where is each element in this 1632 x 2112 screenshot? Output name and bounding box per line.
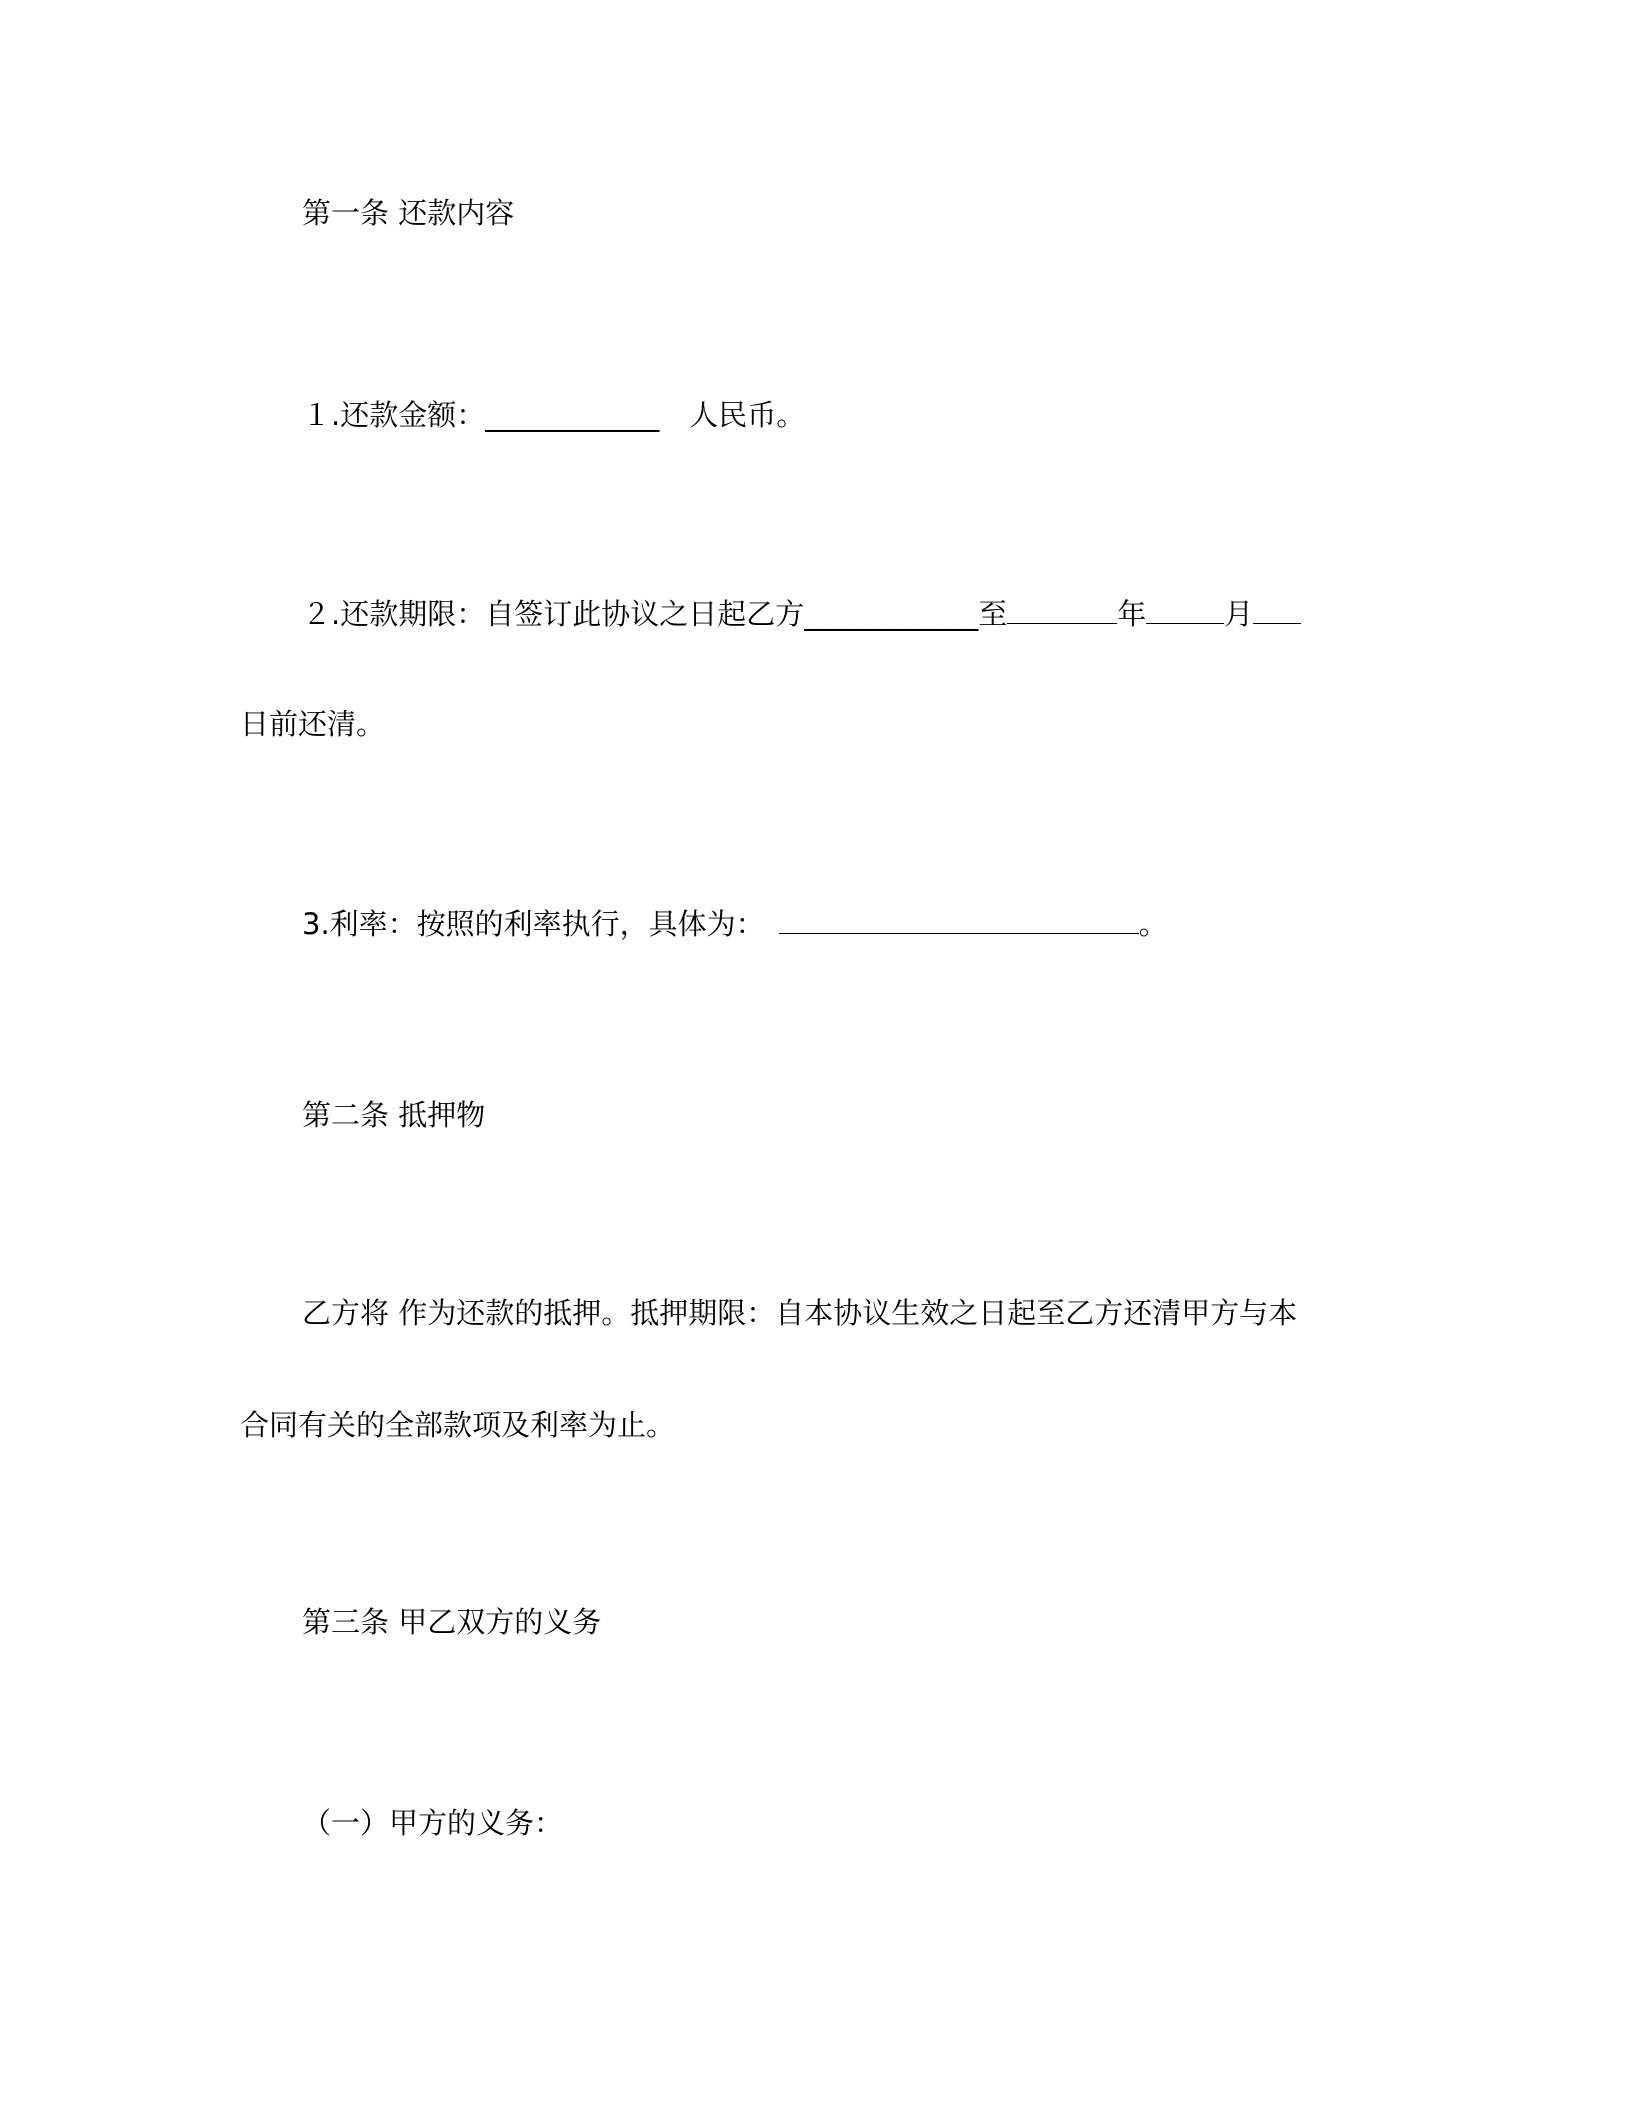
item2-party-blank: ____________: [804, 597, 979, 631]
article2-paragraph-line2: 合同有关的全部款项及利率为止。: [240, 1408, 676, 1442]
article2-paragraph-line1: 乙方将 作为还款的抵押。抵押期限：自本协议生效之日起至乙方还清甲方与本: [302, 1296, 1298, 1330]
item1-label: １.还款金额：: [302, 398, 486, 432]
item2-day-blank: [1253, 593, 1301, 624]
item1-currency: 人民币。: [689, 398, 806, 432]
article1-item2: [302, 593, 1301, 634]
article1-heading: 第一条 还款内容: [302, 196, 515, 230]
item3-label: 3.利率：按照的利率执行，具体为：: [302, 907, 765, 941]
item3-rate-blank: [779, 903, 1139, 934]
item3-end: 。: [1138, 907, 1168, 941]
item1-amount-blank: ____________: [485, 398, 660, 432]
article3-heading: 第三条 甲乙双方的义务: [302, 1605, 602, 1639]
article2-heading: 第二条 抵押物: [302, 1098, 486, 1132]
item2-year: 年: [1117, 597, 1147, 631]
article3-subsection1: （一）甲方的义务：: [302, 1806, 564, 1840]
item2-month-blank: [1146, 593, 1224, 624]
item2-year-blank: [1007, 593, 1117, 624]
item2-label: ２.还款期限：自签订此协议之日起乙方: [302, 597, 805, 631]
article1-item1: [302, 395, 805, 435]
article1-item2-continued: 日前还清。: [240, 707, 386, 741]
item2-month: 月: [1224, 597, 1254, 631]
item2-to: 至: [978, 597, 1008, 631]
article1-item3: [302, 903, 1168, 944]
